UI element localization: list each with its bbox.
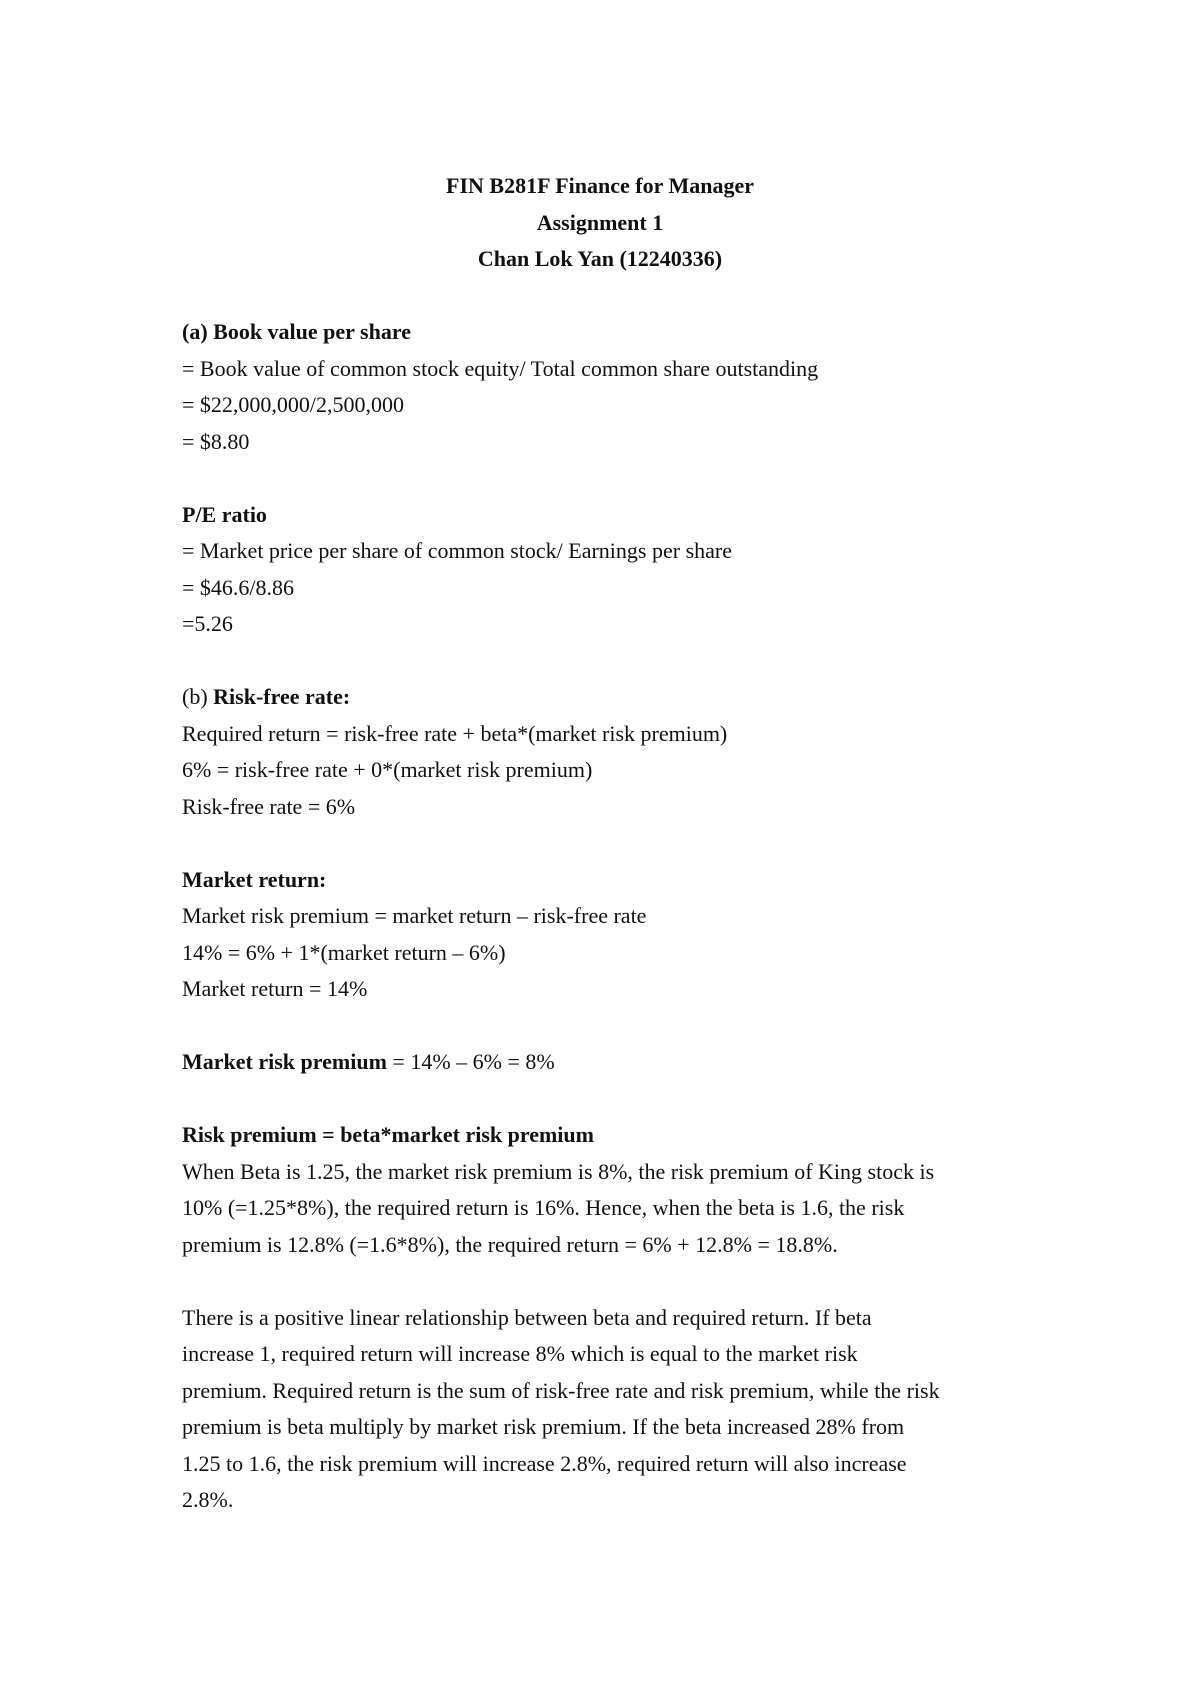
bvps-line: = $8.80	[182, 428, 250, 454]
spacer	[182, 1263, 1032, 1300]
mr-heading: Market return:	[182, 866, 327, 892]
mr-line: Market return = 14%	[182, 976, 368, 1001]
rp-paragraph	[182, 1154, 1032, 1264]
document-header	[0, 168, 1200, 278]
rf-line: Risk-free rate = 6%	[182, 793, 356, 819]
rf-line: Required return = risk-free rate + beta*(market risk premium)	[182, 720, 728, 746]
course-title: FIN B281F Finance for Manager	[446, 173, 754, 198]
document-body	[182, 314, 1032, 1519]
rf-line: 6% = risk-free rate + 0*(market risk premium)	[182, 757, 593, 782]
spacer	[182, 1081, 1032, 1118]
paragraph-line: 10% (=1.25*8%), the required return is 16%. Hence, when the beta is 1.6, the risk	[182, 1195, 905, 1220]
rf-heading: Risk-free rate:	[213, 684, 351, 709]
paragraph-line: increase 1, required return will increase 8% which is equal to the market risk	[182, 1341, 858, 1366]
bvps-line: = Book value of common stock equity/ Total common share outstanding	[182, 355, 819, 381]
bvps-heading: (a) Book value per share	[182, 319, 411, 344]
paragraph-line: premium. Required return is the sum of risk-free rate and risk premium, while the risk	[182, 1377, 940, 1403]
rp-heading: Risk premium = beta*market risk premium	[182, 1122, 594, 1147]
paragraph-line: There is a positive linear relationship between beta and required return. If beta	[182, 1304, 872, 1330]
assignment-title: Assignment 1	[536, 209, 664, 235]
rf-heading-line	[182, 679, 1032, 716]
relationship-paragraph	[182, 1300, 1032, 1519]
rf-prefix: (b)	[182, 684, 214, 709]
spacer	[182, 825, 1032, 862]
pe-line: =5.26	[182, 611, 233, 636]
spacer	[182, 643, 1032, 680]
spacer	[182, 1008, 1032, 1045]
mrp-value: = 14% – 6% = 8%	[386, 1049, 555, 1074]
paragraph-line: premium is 12.8% (=1.6*8%), the required return = 6% + 12.8% = 18.8%.	[182, 1231, 838, 1257]
student-name: Chan Lok Yan (12240336)	[477, 246, 723, 271]
bvps-line: = $22,000,000/2,500,000	[182, 392, 405, 417]
mrp-heading: Market risk premium	[182, 1049, 387, 1074]
pe-line: = $46.6/8.86	[182, 574, 295, 600]
pe-line: = Market price per share of common stock/ Earnings per share	[182, 538, 732, 563]
pe-heading: P/E ratio	[182, 501, 267, 527]
paragraph-line: 1.25 to 1.6, the risk premium will increase 2.8%, required return will also increase	[182, 1450, 907, 1476]
mr-line: Market risk premium = market return – risk-free rate	[182, 903, 647, 928]
spacer	[182, 460, 1032, 497]
mrp-line	[182, 1044, 1032, 1081]
paragraph-line: When Beta is 1.25, the market risk premium is 8%, the risk premium of King stock is	[182, 1158, 935, 1184]
mr-line: 14% = 6% + 1*(market return – 6%)	[182, 939, 506, 965]
paragraph-line: premium is beta multiply by market risk premium. If the beta increased 28% from	[182, 1414, 905, 1439]
paragraph-line: 2.8%.	[182, 1487, 234, 1512]
